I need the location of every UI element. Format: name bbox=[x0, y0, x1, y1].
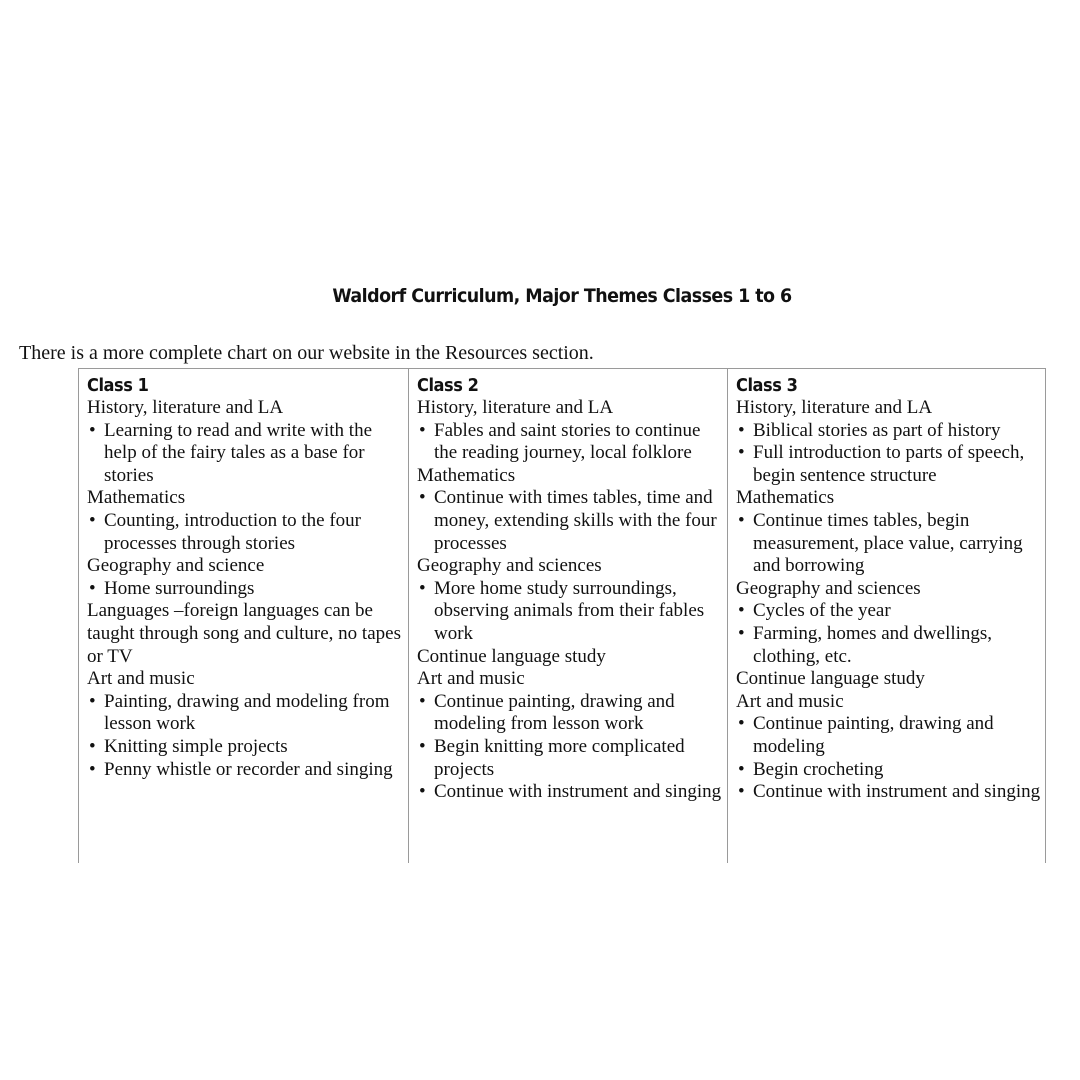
class-1-column bbox=[78, 369, 408, 863]
bullet-text: Begin knitting more complicated projects bbox=[434, 735, 685, 780]
bullet-item bbox=[736, 442, 1045, 487]
bullet-item bbox=[736, 420, 1045, 443]
class-2-header: Class 2 bbox=[417, 375, 479, 396]
section-heading: Continue language study bbox=[417, 645, 606, 667]
bullet-item bbox=[736, 600, 1045, 623]
bullet-item bbox=[87, 759, 408, 782]
bullet-icon: • bbox=[738, 713, 745, 735]
bullet-icon: • bbox=[738, 622, 745, 644]
bullet-item bbox=[417, 578, 727, 646]
bullet-item bbox=[417, 736, 727, 781]
bullet-icon: • bbox=[419, 690, 426, 712]
bullet-icon: • bbox=[419, 419, 426, 441]
bullet-icon: • bbox=[419, 487, 426, 509]
section-heading: History, literature and LA bbox=[417, 397, 614, 418]
bullet-item bbox=[87, 736, 408, 759]
bullet-text: Cycles of the year bbox=[753, 600, 891, 622]
section-heading: Geography and sciences bbox=[417, 555, 602, 577]
bullet-list bbox=[87, 578, 408, 601]
bullet-text: Knitting simple projects bbox=[104, 735, 288, 757]
bullet-list bbox=[417, 420, 727, 465]
bullet-icon: • bbox=[419, 577, 426, 599]
class-3-content bbox=[736, 397, 1045, 804]
bullet-icon: • bbox=[738, 758, 745, 780]
bullet-text: Begin crocheting bbox=[753, 758, 884, 780]
section-heading: Mathematics bbox=[87, 487, 186, 509]
class-1-content bbox=[87, 397, 408, 781]
class-2-content bbox=[417, 397, 727, 804]
bullet-item bbox=[417, 420, 727, 465]
bullet-text: More home study surroundings, observing animals from their fables work bbox=[434, 577, 705, 644]
bullet-list bbox=[87, 510, 408, 555]
section-heading: Continue language study bbox=[736, 668, 925, 690]
bullet-list bbox=[417, 691, 727, 804]
bullet-icon: • bbox=[738, 781, 745, 803]
bullet-list bbox=[417, 487, 727, 555]
bullet-item bbox=[736, 759, 1045, 782]
bullet-icon: • bbox=[419, 735, 426, 757]
bullet-item bbox=[417, 781, 727, 804]
bullet-list bbox=[736, 713, 1045, 803]
curriculum-table bbox=[78, 368, 1046, 863]
intro-paragraph: There is a more complete chart on our website in the Resources section. bbox=[19, 342, 594, 364]
bullet-text: Counting, introduction to the four processes through stories bbox=[104, 509, 362, 554]
bullet-icon: • bbox=[738, 442, 745, 464]
section-heading: Mathematics bbox=[417, 464, 516, 486]
bullet-icon: • bbox=[89, 419, 96, 441]
bullet-list bbox=[87, 420, 408, 488]
bullet-icon: • bbox=[738, 600, 745, 622]
section-heading: History, literature and LA bbox=[87, 397, 284, 418]
class-3-column bbox=[727, 369, 1046, 863]
bullet-icon: • bbox=[738, 419, 745, 441]
bullet-text: Painting, drawing and modeling from lesson work bbox=[104, 690, 390, 735]
bullet-icon: • bbox=[89, 509, 96, 531]
bullet-text: Biblical stories as part of history bbox=[753, 419, 1001, 441]
section-heading: Languages –foreign languages can be taught through song and culture, no tapes or TV bbox=[87, 600, 401, 667]
bullet-item bbox=[417, 691, 727, 736]
bullet-item bbox=[736, 781, 1045, 804]
bullet-list bbox=[736, 420, 1045, 488]
section-heading: Geography and science bbox=[87, 555, 265, 577]
bullet-item bbox=[87, 578, 408, 601]
section-heading: Geography and sciences bbox=[736, 577, 921, 599]
bullet-text: Continue with instrument and singing bbox=[753, 781, 1041, 803]
bullet-item bbox=[736, 713, 1045, 758]
section-heading: Art and music bbox=[417, 668, 525, 690]
bullet-icon: • bbox=[89, 690, 96, 712]
bullet-item bbox=[87, 510, 408, 555]
bullet-text: Penny whistle or recorder and singing bbox=[104, 758, 393, 780]
bullet-icon: • bbox=[89, 758, 96, 780]
bullet-text: Continue painting, drawing and modeling from lesson work bbox=[434, 690, 675, 735]
bullet-item bbox=[736, 510, 1045, 578]
section-heading: Art and music bbox=[87, 668, 195, 690]
section-heading: Mathematics bbox=[736, 487, 835, 509]
class-1-header: Class 1 bbox=[87, 375, 149, 396]
bullet-text: Full introduction to parts of speech, begin sentence structure bbox=[753, 442, 1025, 486]
bullet-list bbox=[736, 600, 1045, 668]
bullet-item bbox=[87, 420, 408, 488]
section-heading: History, literature and LA bbox=[736, 397, 933, 418]
section-heading: Art and music bbox=[736, 690, 844, 712]
class-3-header: Class 3 bbox=[736, 375, 798, 396]
bullet-text: Continue painting, drawing and modeling bbox=[753, 713, 994, 757]
bullet-text: Continue times tables, begin measurement, place value, carrying and borrowing bbox=[753, 509, 1023, 577]
bullet-icon: • bbox=[419, 781, 426, 803]
bullet-text: Home surroundings bbox=[104, 577, 255, 599]
bullet-icon: • bbox=[738, 509, 745, 531]
bullet-item bbox=[87, 691, 408, 736]
bullet-item bbox=[736, 623, 1045, 668]
bullet-text: Farming, homes and dwellings, clothing, etc. bbox=[753, 622, 993, 667]
bullet-text: Fables and saint stories to continue the reading journey, local folklore bbox=[434, 419, 701, 464]
bullet-item bbox=[417, 487, 727, 555]
bullet-text: Continue with instrument and singing bbox=[434, 781, 722, 803]
bullet-list bbox=[417, 578, 727, 646]
document-title: Waldorf Curriculum, Major Themes Classes 1 to 6 bbox=[332, 285, 792, 307]
bullet-list bbox=[736, 510, 1045, 578]
bullet-text: Continue with times tables, time and money, extending skills with the four processes bbox=[434, 487, 717, 554]
bullet-icon: • bbox=[89, 577, 96, 599]
bullet-icon: • bbox=[89, 735, 96, 757]
bullet-text: Learning to read and write with the help of the fairy tales as a base for stories bbox=[104, 419, 373, 486]
bullet-list bbox=[87, 691, 408, 781]
class-2-column bbox=[408, 369, 727, 863]
